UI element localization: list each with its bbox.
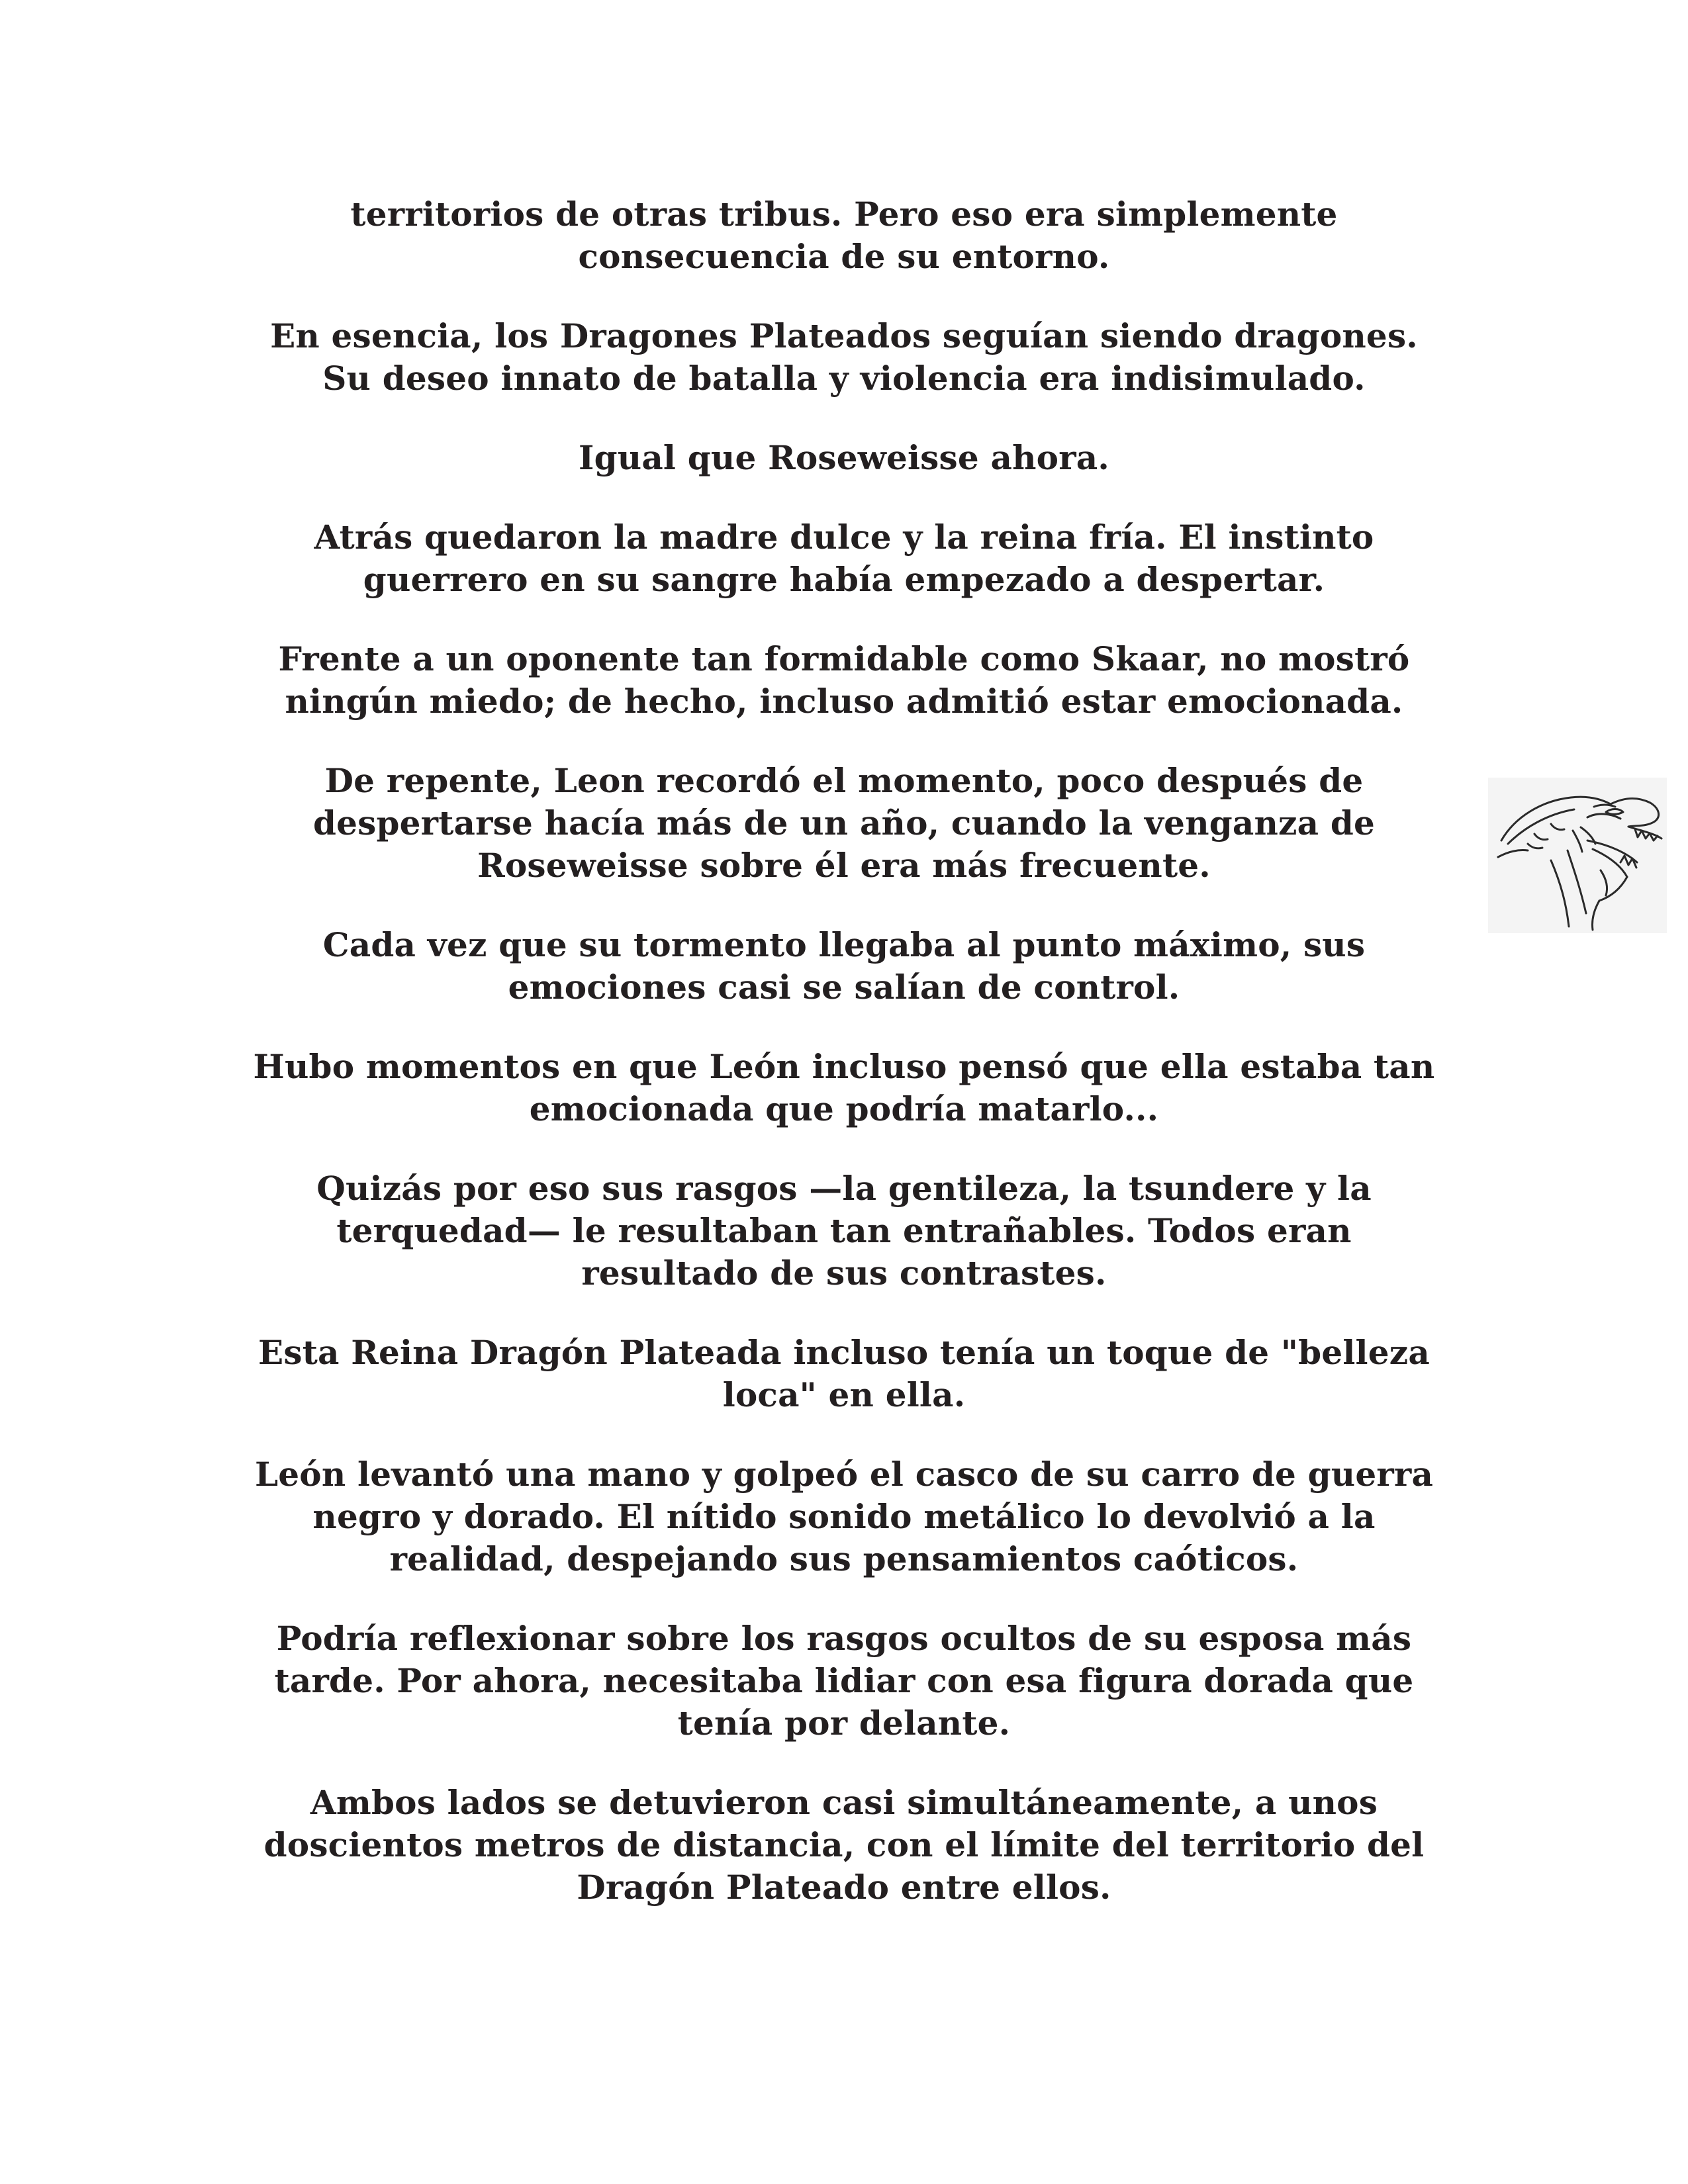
text-line: emociones casi se salían de control. bbox=[508, 968, 1180, 1007]
text-line: consecuencia de su entorno. bbox=[578, 237, 1110, 276]
text-line: doscientos metros de distancia, con el límite del territorio del bbox=[263, 1825, 1425, 1864]
text-line: Igual que Roseweisse ahora. bbox=[579, 438, 1109, 477]
text-line: ningún miedo; de hecho, incluso admitió estar emocionada. bbox=[285, 682, 1403, 721]
text-line: Dragón Plateado entre ellos. bbox=[577, 1868, 1111, 1907]
paragraph-6 bbox=[225, 760, 1463, 887]
text-body bbox=[225, 193, 1463, 1946]
paragraph-7 bbox=[225, 924, 1463, 1009]
text-line: Esta Reina Dragón Plateada incluso tenía un toque de "belleza bbox=[258, 1333, 1430, 1372]
text-line: Quizás por eso sus rasgos —la gentileza, la tsundere y la bbox=[316, 1169, 1372, 1208]
paragraph-12 bbox=[225, 1617, 1463, 1745]
paragraph-1 bbox=[225, 193, 1463, 278]
text-line: negro y dorado. El nítido sonido metálico lo devolvió a la bbox=[312, 1497, 1376, 1536]
text-line: Cada vez que su tormento llegaba al punto máximo, sus bbox=[322, 925, 1366, 964]
paragraph-5 bbox=[225, 638, 1463, 723]
text-line: realidad, despejando sus pensamientos caóticos. bbox=[389, 1539, 1299, 1578]
text-line: Frente a un oponente tan formidable como Skaar, no mostró bbox=[278, 639, 1410, 678]
paragraph-4 bbox=[225, 516, 1463, 601]
dragon-head-icon bbox=[1488, 778, 1667, 933]
paragraph-8 bbox=[225, 1046, 1463, 1130]
paragraph-10 bbox=[225, 1332, 1463, 1416]
text-line: Hubo momentos en que León incluso pensó que ella estaba tan bbox=[253, 1047, 1435, 1086]
text-line: Ambos lados se detuvieron casi simultáneamente, a unos bbox=[310, 1783, 1378, 1822]
paragraph-2 bbox=[225, 315, 1463, 400]
text-line: resultado de sus contrastes. bbox=[581, 1253, 1107, 1293]
text-line: Su deseo innato de batalla y violencia era indisimulado. bbox=[322, 359, 1366, 398]
text-line: tenía por delante. bbox=[677, 1704, 1011, 1743]
text-line: terquedad— le resultaban tan entrañables. Todos eran bbox=[336, 1211, 1352, 1250]
text-line: De repente, Leon recordó el momento, poco después de bbox=[324, 761, 1364, 800]
paragraph-11 bbox=[225, 1453, 1463, 1580]
paragraph-3 bbox=[225, 437, 1463, 479]
text-line: guerrero en su sangre había empezado a despertar. bbox=[363, 560, 1325, 599]
text-line: emocionada que podría matarlo... bbox=[529, 1089, 1159, 1128]
paragraph-9 bbox=[225, 1167, 1463, 1295]
text-line: Roseweisse sobre él era más frecuente. bbox=[477, 846, 1211, 885]
text-line: despertarse hacía más de un año, cuando la venganza de bbox=[312, 803, 1376, 842]
text-line: Atrás quedaron la madre dulce y la reina fría. El instinto bbox=[314, 518, 1374, 557]
text-line: loca" en ella. bbox=[722, 1375, 966, 1414]
text-line: territorios de otras tribus. Pero eso era simplemente bbox=[350, 195, 1338, 234]
text-line: Podría reflexionar sobre los rasgos ocultos de su esposa más bbox=[276, 1619, 1412, 1658]
dragon-head-drawing bbox=[1488, 778, 1667, 933]
text-line: tarde. Por ahora, necesitaba lidiar con esa figura dorada que bbox=[274, 1661, 1414, 1700]
paragraph-13 bbox=[225, 1782, 1463, 1909]
text-line: León levantó una mano y golpeó el casco de su carro de guerra bbox=[254, 1455, 1434, 1494]
text-line: En esencia, los Dragones Plateados seguían siendo dragones. bbox=[270, 316, 1418, 355]
